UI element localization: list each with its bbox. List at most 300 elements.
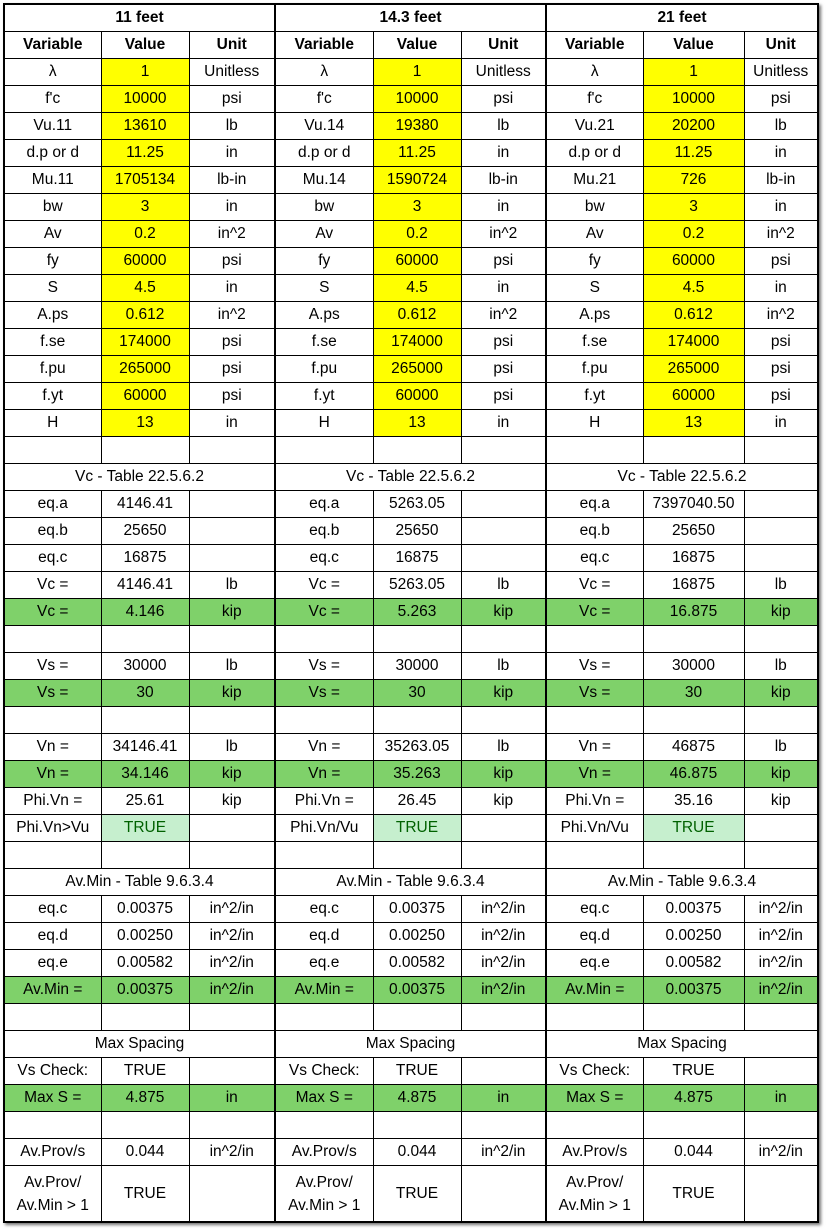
unit-cell[interactable]: lb-in bbox=[461, 167, 546, 194]
unit-cell[interactable] bbox=[461, 491, 546, 518]
unit-cell[interactable]: psi bbox=[744, 248, 818, 275]
value-cell[interactable]: 11.25 bbox=[373, 140, 461, 167]
value-cell[interactable]: 0.00375 bbox=[643, 977, 744, 1004]
unit-cell[interactable] bbox=[189, 491, 275, 518]
variable-cell[interactable]: Max S = bbox=[275, 1085, 373, 1112]
unit-cell[interactable]: lb-in bbox=[189, 167, 275, 194]
value-cell[interactable]: 0.00582 bbox=[373, 950, 461, 977]
blank-cell[interactable] bbox=[373, 626, 461, 653]
blank-cell[interactable] bbox=[643, 707, 744, 734]
variable-cell[interactable]: Vu.14 bbox=[275, 113, 373, 140]
unit-cell[interactable] bbox=[461, 518, 546, 545]
blank-cell[interactable] bbox=[744, 1004, 818, 1031]
variable-cell[interactable]: Vs = bbox=[4, 680, 101, 707]
value-cell[interactable]: 0.00375 bbox=[373, 977, 461, 1004]
variable-cell[interactable]: Phi.Vn = bbox=[546, 788, 643, 815]
variable-cell[interactable]: Vc = bbox=[4, 572, 101, 599]
column-header[interactable]: Variable bbox=[4, 32, 101, 59]
unit-cell[interactable]: kip bbox=[744, 599, 818, 626]
blank-cell[interactable] bbox=[546, 707, 643, 734]
value-cell[interactable]: 4.5 bbox=[643, 275, 744, 302]
variable-cell[interactable]: Av.Prov/ Av.Min > 1 bbox=[546, 1166, 643, 1223]
variable-cell[interactable]: Vs = bbox=[275, 680, 373, 707]
blank-cell[interactable] bbox=[101, 1112, 189, 1139]
blank-cell[interactable] bbox=[744, 842, 818, 869]
value-cell[interactable]: 0.00375 bbox=[101, 977, 189, 1004]
unit-cell[interactable]: kip bbox=[189, 680, 275, 707]
value-cell[interactable]: 11.25 bbox=[101, 140, 189, 167]
unit-cell[interactable]: in^2/in bbox=[189, 950, 275, 977]
unit-cell[interactable]: kip bbox=[744, 788, 818, 815]
variable-cell[interactable]: bw bbox=[546, 194, 643, 221]
variable-cell[interactable]: A.ps bbox=[275, 302, 373, 329]
value-cell[interactable]: 174000 bbox=[643, 329, 744, 356]
unit-cell[interactable] bbox=[744, 518, 818, 545]
unit-cell[interactable]: in bbox=[189, 1085, 275, 1112]
value-cell[interactable]: 25.61 bbox=[101, 788, 189, 815]
variable-cell[interactable]: eq.d bbox=[4, 923, 101, 950]
blank-cell[interactable] bbox=[275, 1112, 373, 1139]
variable-cell[interactable]: Av.Prov/ Av.Min > 1 bbox=[4, 1166, 101, 1223]
variable-cell[interactable]: f.se bbox=[275, 329, 373, 356]
section-title[interactable]: Vc - Table 22.5.6.2 bbox=[4, 464, 275, 491]
blank-cell[interactable] bbox=[101, 1004, 189, 1031]
value-cell[interactable]: 1705134 bbox=[101, 167, 189, 194]
variable-cell[interactable]: Av.Prov/s bbox=[275, 1139, 373, 1166]
variable-cell[interactable]: fy bbox=[546, 248, 643, 275]
value-cell[interactable]: 265000 bbox=[373, 356, 461, 383]
unit-cell[interactable]: lb bbox=[189, 572, 275, 599]
value-cell[interactable]: 34146.41 bbox=[101, 734, 189, 761]
value-cell[interactable]: 26.45 bbox=[373, 788, 461, 815]
blank-cell[interactable] bbox=[461, 1112, 546, 1139]
blank-cell[interactable] bbox=[4, 437, 101, 464]
value-cell[interactable]: 0.044 bbox=[101, 1139, 189, 1166]
value-cell[interactable]: 174000 bbox=[101, 329, 189, 356]
variable-cell[interactable]: Vs = bbox=[4, 653, 101, 680]
unit-cell[interactable]: psi bbox=[744, 383, 818, 410]
variable-cell[interactable]: eq.c bbox=[546, 545, 643, 572]
unit-cell[interactable]: kip bbox=[461, 599, 546, 626]
value-cell[interactable]: 0.00582 bbox=[643, 950, 744, 977]
value-cell[interactable]: 10000 bbox=[643, 86, 744, 113]
blank-cell[interactable] bbox=[275, 437, 373, 464]
variable-cell[interactable]: fy bbox=[4, 248, 101, 275]
variable-cell[interactable]: eq.b bbox=[275, 518, 373, 545]
value-cell[interactable]: TRUE bbox=[373, 1058, 461, 1085]
value-cell[interactable]: 5263.05 bbox=[373, 491, 461, 518]
variable-cell[interactable]: Vn = bbox=[275, 761, 373, 788]
blank-cell[interactable] bbox=[101, 707, 189, 734]
variable-cell[interactable]: Vn = bbox=[4, 761, 101, 788]
value-cell[interactable]: 174000 bbox=[373, 329, 461, 356]
unit-cell[interactable]: in bbox=[744, 140, 818, 167]
blank-cell[interactable] bbox=[546, 1112, 643, 1139]
value-cell[interactable]: 726 bbox=[643, 167, 744, 194]
unit-cell[interactable]: in bbox=[744, 275, 818, 302]
unit-cell[interactable] bbox=[744, 545, 818, 572]
unit-cell[interactable]: Unitless bbox=[189, 59, 275, 86]
variable-cell[interactable]: f.yt bbox=[4, 383, 101, 410]
column-header[interactable]: Value bbox=[643, 32, 744, 59]
value-cell[interactable]: 13 bbox=[101, 410, 189, 437]
value-cell[interactable]: 0.00250 bbox=[373, 923, 461, 950]
unit-cell[interactable]: lb bbox=[744, 653, 818, 680]
value-cell[interactable]: 16875 bbox=[373, 545, 461, 572]
variable-cell[interactable]: eq.c bbox=[4, 896, 101, 923]
unit-cell[interactable]: lb bbox=[461, 113, 546, 140]
variable-cell[interactable]: eq.d bbox=[275, 923, 373, 950]
variable-cell[interactable]: eq.c bbox=[275, 545, 373, 572]
variable-cell[interactable]: f.yt bbox=[546, 383, 643, 410]
blank-cell[interactable] bbox=[373, 707, 461, 734]
variable-cell[interactable]: eq.e bbox=[275, 950, 373, 977]
variable-cell[interactable]: d.p or d bbox=[546, 140, 643, 167]
unit-cell[interactable] bbox=[744, 815, 818, 842]
value-cell[interactable]: 0.00250 bbox=[643, 923, 744, 950]
variable-cell[interactable]: f.pu bbox=[275, 356, 373, 383]
unit-cell[interactable]: psi bbox=[744, 329, 818, 356]
blank-cell[interactable] bbox=[744, 437, 818, 464]
value-cell[interactable]: 30000 bbox=[643, 653, 744, 680]
unit-cell[interactable]: in bbox=[461, 410, 546, 437]
unit-cell[interactable]: in bbox=[744, 1085, 818, 1112]
blank-cell[interactable] bbox=[101, 437, 189, 464]
variable-cell[interactable]: Av.Min = bbox=[4, 977, 101, 1004]
value-cell[interactable]: 60000 bbox=[101, 383, 189, 410]
section-title[interactable]: Vc - Table 22.5.6.2 bbox=[546, 464, 818, 491]
unit-cell[interactable]: lb bbox=[461, 734, 546, 761]
variable-cell[interactable]: eq.c bbox=[4, 545, 101, 572]
variable-cell[interactable]: Vu.11 bbox=[4, 113, 101, 140]
variable-cell[interactable]: Vn = bbox=[546, 734, 643, 761]
value-cell[interactable]: 30 bbox=[373, 680, 461, 707]
variable-cell[interactable]: Vs = bbox=[546, 653, 643, 680]
value-cell[interactable]: 13610 bbox=[101, 113, 189, 140]
value-cell[interactable]: 4146.41 bbox=[101, 491, 189, 518]
variable-cell[interactable]: Av bbox=[4, 221, 101, 248]
blank-cell[interactable] bbox=[643, 1004, 744, 1031]
blank-cell[interactable] bbox=[373, 1112, 461, 1139]
variable-cell[interactable]: Vc = bbox=[4, 599, 101, 626]
unit-cell[interactable]: in bbox=[461, 194, 546, 221]
variable-cell[interactable]: eq.b bbox=[4, 518, 101, 545]
variable-cell[interactable]: Av.Prov/s bbox=[4, 1139, 101, 1166]
unit-cell[interactable]: in^2/in bbox=[189, 1139, 275, 1166]
blank-cell[interactable] bbox=[275, 1004, 373, 1031]
unit-cell[interactable]: in^2/in bbox=[744, 950, 818, 977]
blank-cell[interactable] bbox=[189, 626, 275, 653]
value-cell[interactable]: 0.044 bbox=[373, 1139, 461, 1166]
variable-cell[interactable]: Vs Check: bbox=[4, 1058, 101, 1085]
value-cell[interactable]: 3 bbox=[643, 194, 744, 221]
blank-cell[interactable] bbox=[461, 626, 546, 653]
variable-cell[interactable]: f.se bbox=[546, 329, 643, 356]
variable-cell[interactable]: Max S = bbox=[4, 1085, 101, 1112]
unit-cell[interactable]: in^2 bbox=[744, 302, 818, 329]
variable-cell[interactable]: f.pu bbox=[546, 356, 643, 383]
variable-cell[interactable]: Phi.Vn>Vu bbox=[4, 815, 101, 842]
value-cell[interactable]: 4.875 bbox=[373, 1085, 461, 1112]
unit-cell[interactable]: psi bbox=[461, 383, 546, 410]
blank-cell[interactable] bbox=[744, 1112, 818, 1139]
blank-cell[interactable] bbox=[546, 437, 643, 464]
variable-cell[interactable]: Vn = bbox=[275, 734, 373, 761]
blank-cell[interactable] bbox=[189, 1112, 275, 1139]
column-header[interactable]: Variable bbox=[546, 32, 643, 59]
unit-cell[interactable]: in bbox=[189, 194, 275, 221]
unit-cell[interactable]: psi bbox=[461, 329, 546, 356]
value-cell[interactable]: 265000 bbox=[101, 356, 189, 383]
unit-cell[interactable]: kip bbox=[189, 788, 275, 815]
blank-cell[interactable] bbox=[744, 626, 818, 653]
unit-cell[interactable]: kip bbox=[461, 680, 546, 707]
value-cell[interactable]: 35.16 bbox=[643, 788, 744, 815]
blank-cell[interactable] bbox=[101, 842, 189, 869]
value-cell[interactable]: 60000 bbox=[101, 248, 189, 275]
unit-cell[interactable]: in bbox=[189, 410, 275, 437]
blank-cell[interactable] bbox=[189, 842, 275, 869]
value-cell[interactable]: 0.2 bbox=[101, 221, 189, 248]
unit-cell[interactable]: in^2 bbox=[189, 221, 275, 248]
section-title[interactable]: 11 feet bbox=[4, 4, 275, 32]
variable-cell[interactable]: Av.Prov/ Av.Min > 1 bbox=[275, 1166, 373, 1223]
unit-cell[interactable]: psi bbox=[461, 248, 546, 275]
unit-cell[interactable]: lb bbox=[461, 653, 546, 680]
variable-cell[interactable]: Max S = bbox=[546, 1085, 643, 1112]
blank-cell[interactable] bbox=[373, 437, 461, 464]
variable-cell[interactable]: Phi.Vn = bbox=[4, 788, 101, 815]
unit-cell[interactable]: psi bbox=[744, 356, 818, 383]
variable-cell[interactable]: eq.b bbox=[546, 518, 643, 545]
value-cell[interactable]: 20200 bbox=[643, 113, 744, 140]
unit-cell[interactable]: Unitless bbox=[461, 59, 546, 86]
value-cell[interactable]: 0.2 bbox=[643, 221, 744, 248]
column-header[interactable]: Value bbox=[101, 32, 189, 59]
variable-cell[interactable]: Av.Prov/s bbox=[546, 1139, 643, 1166]
unit-cell[interactable]: in bbox=[461, 275, 546, 302]
variable-cell[interactable]: eq.c bbox=[546, 896, 643, 923]
value-cell[interactable]: 1 bbox=[101, 59, 189, 86]
value-cell[interactable]: 16875 bbox=[643, 572, 744, 599]
unit-cell[interactable] bbox=[189, 815, 275, 842]
value-cell[interactable]: 35.263 bbox=[373, 761, 461, 788]
unit-cell[interactable]: lb bbox=[189, 653, 275, 680]
unit-cell[interactable]: psi bbox=[461, 356, 546, 383]
variable-cell[interactable]: d.p or d bbox=[275, 140, 373, 167]
blank-cell[interactable] bbox=[643, 1112, 744, 1139]
unit-cell[interactable]: psi bbox=[189, 383, 275, 410]
unit-cell[interactable]: lb bbox=[461, 572, 546, 599]
value-cell[interactable]: 7397040.50 bbox=[643, 491, 744, 518]
value-cell[interactable]: TRUE bbox=[101, 1166, 189, 1223]
blank-cell[interactable] bbox=[643, 626, 744, 653]
unit-cell[interactable]: lb bbox=[189, 113, 275, 140]
variable-cell[interactable]: Phi.Vn = bbox=[275, 788, 373, 815]
value-cell[interactable]: 4.875 bbox=[101, 1085, 189, 1112]
section-title[interactable]: 14.3 feet bbox=[275, 4, 546, 32]
blank-cell[interactable] bbox=[4, 626, 101, 653]
unit-cell[interactable]: in^2/in bbox=[744, 923, 818, 950]
value-cell[interactable]: 60000 bbox=[373, 248, 461, 275]
blank-cell[interactable] bbox=[4, 1112, 101, 1139]
unit-cell[interactable]: in^2/in bbox=[189, 896, 275, 923]
unit-cell[interactable]: psi bbox=[189, 248, 275, 275]
variable-cell[interactable]: H bbox=[546, 410, 643, 437]
value-cell[interactable]: 4.5 bbox=[373, 275, 461, 302]
value-cell[interactable]: 5263.05 bbox=[373, 572, 461, 599]
variable-cell[interactable]: f.se bbox=[4, 329, 101, 356]
blank-cell[interactable] bbox=[546, 1004, 643, 1031]
value-cell[interactable]: 1 bbox=[373, 59, 461, 86]
value-cell[interactable]: TRUE bbox=[643, 815, 744, 842]
section-title[interactable]: Av.Min - Table 9.6.3.4 bbox=[275, 869, 546, 896]
value-cell[interactable]: 25650 bbox=[373, 518, 461, 545]
value-cell[interactable]: 11.25 bbox=[643, 140, 744, 167]
unit-cell[interactable] bbox=[744, 1166, 818, 1223]
value-cell[interactable]: 0.00375 bbox=[643, 896, 744, 923]
variable-cell[interactable]: Vc = bbox=[546, 599, 643, 626]
blank-cell[interactable] bbox=[275, 842, 373, 869]
unit-cell[interactable] bbox=[189, 1058, 275, 1085]
unit-cell[interactable]: in^2/in bbox=[744, 896, 818, 923]
section-title[interactable]: 21 feet bbox=[546, 4, 818, 32]
blank-cell[interactable] bbox=[461, 1004, 546, 1031]
value-cell[interactable]: 4146.41 bbox=[101, 572, 189, 599]
value-cell[interactable]: 30000 bbox=[101, 653, 189, 680]
unit-cell[interactable]: psi bbox=[461, 86, 546, 113]
unit-cell[interactable]: kip bbox=[189, 761, 275, 788]
value-cell[interactable]: 16875 bbox=[101, 545, 189, 572]
column-header[interactable]: Unit bbox=[461, 32, 546, 59]
variable-cell[interactable]: eq.d bbox=[546, 923, 643, 950]
variable-cell[interactable]: d.p or d bbox=[4, 140, 101, 167]
unit-cell[interactable]: lb-in bbox=[744, 167, 818, 194]
value-cell[interactable]: 30 bbox=[643, 680, 744, 707]
variable-cell[interactable]: Av.Min = bbox=[275, 977, 373, 1004]
variable-cell[interactable]: bw bbox=[275, 194, 373, 221]
unit-cell[interactable] bbox=[461, 1058, 546, 1085]
value-cell[interactable]: 0.2 bbox=[373, 221, 461, 248]
unit-cell[interactable]: in^2 bbox=[744, 221, 818, 248]
variable-cell[interactable]: S bbox=[546, 275, 643, 302]
column-header[interactable]: Variable bbox=[275, 32, 373, 59]
blank-cell[interactable] bbox=[461, 437, 546, 464]
value-cell[interactable]: 4.146 bbox=[101, 599, 189, 626]
value-cell[interactable]: TRUE bbox=[101, 815, 189, 842]
value-cell[interactable]: 30000 bbox=[373, 653, 461, 680]
variable-cell[interactable]: H bbox=[275, 410, 373, 437]
value-cell[interactable]: 4.875 bbox=[643, 1085, 744, 1112]
blank-cell[interactable] bbox=[461, 707, 546, 734]
variable-cell[interactable]: eq.c bbox=[275, 896, 373, 923]
unit-cell[interactable]: lb bbox=[744, 572, 818, 599]
value-cell[interactable]: 3 bbox=[373, 194, 461, 221]
value-cell[interactable]: 13 bbox=[373, 410, 461, 437]
unit-cell[interactable] bbox=[461, 815, 546, 842]
variable-cell[interactable]: f.yt bbox=[275, 383, 373, 410]
value-cell[interactable]: 60000 bbox=[373, 383, 461, 410]
blank-cell[interactable] bbox=[373, 842, 461, 869]
unit-cell[interactable]: psi bbox=[189, 329, 275, 356]
unit-cell[interactable]: in^2/in bbox=[189, 923, 275, 950]
unit-cell[interactable]: in^2/in bbox=[461, 1139, 546, 1166]
section-title[interactable]: Av.Min - Table 9.6.3.4 bbox=[4, 869, 275, 896]
blank-cell[interactable] bbox=[546, 842, 643, 869]
value-cell[interactable]: TRUE bbox=[101, 1058, 189, 1085]
unit-cell[interactable]: in bbox=[461, 1085, 546, 1112]
variable-cell[interactable]: Av bbox=[275, 221, 373, 248]
variable-cell[interactable]: Mu.14 bbox=[275, 167, 373, 194]
value-cell[interactable]: 35263.05 bbox=[373, 734, 461, 761]
variable-cell[interactable]: λ bbox=[4, 59, 101, 86]
unit-cell[interactable]: lb bbox=[744, 113, 818, 140]
unit-cell[interactable]: kip bbox=[189, 599, 275, 626]
value-cell[interactable]: 0.612 bbox=[373, 302, 461, 329]
variable-cell[interactable]: λ bbox=[275, 59, 373, 86]
unit-cell[interactable] bbox=[744, 1058, 818, 1085]
variable-cell[interactable]: bw bbox=[4, 194, 101, 221]
value-cell[interactable]: 0.612 bbox=[643, 302, 744, 329]
value-cell[interactable]: 25650 bbox=[101, 518, 189, 545]
value-cell[interactable]: TRUE bbox=[643, 1058, 744, 1085]
value-cell[interactable]: 265000 bbox=[643, 356, 744, 383]
unit-cell[interactable]: in bbox=[189, 275, 275, 302]
blank-cell[interactable] bbox=[189, 1004, 275, 1031]
value-cell[interactable]: 16875 bbox=[643, 545, 744, 572]
value-cell[interactable]: TRUE bbox=[373, 1166, 461, 1223]
variable-cell[interactable]: eq.a bbox=[4, 491, 101, 518]
variable-cell[interactable]: f'c bbox=[4, 86, 101, 113]
variable-cell[interactable]: H bbox=[4, 410, 101, 437]
variable-cell[interactable]: Vs Check: bbox=[275, 1058, 373, 1085]
value-cell[interactable]: 1 bbox=[643, 59, 744, 86]
unit-cell[interactable]: in^2/in bbox=[744, 977, 818, 1004]
column-header[interactable]: Unit bbox=[189, 32, 275, 59]
variable-cell[interactable]: A.ps bbox=[546, 302, 643, 329]
unit-cell[interactable] bbox=[744, 491, 818, 518]
variable-cell[interactable]: fy bbox=[275, 248, 373, 275]
unit-cell[interactable]: kip bbox=[744, 680, 818, 707]
blank-cell[interactable] bbox=[4, 842, 101, 869]
variable-cell[interactable]: Mu.11 bbox=[4, 167, 101, 194]
value-cell[interactable]: 0.00375 bbox=[101, 896, 189, 923]
unit-cell[interactable]: in^2 bbox=[461, 302, 546, 329]
unit-cell[interactable] bbox=[189, 1166, 275, 1223]
blank-cell[interactable] bbox=[643, 437, 744, 464]
section-title[interactable]: Vc - Table 22.5.6.2 bbox=[275, 464, 546, 491]
value-cell[interactable]: 60000 bbox=[643, 248, 744, 275]
variable-cell[interactable]: Phi.Vn/Vu bbox=[275, 815, 373, 842]
blank-cell[interactable] bbox=[373, 1004, 461, 1031]
variable-cell[interactable]: eq.e bbox=[4, 950, 101, 977]
value-cell[interactable]: 0.00582 bbox=[101, 950, 189, 977]
unit-cell[interactable]: lb bbox=[189, 734, 275, 761]
blank-cell[interactable] bbox=[4, 707, 101, 734]
value-cell[interactable]: 46.875 bbox=[643, 761, 744, 788]
value-cell[interactable]: 4.5 bbox=[101, 275, 189, 302]
value-cell[interactable]: 0.612 bbox=[101, 302, 189, 329]
variable-cell[interactable]: Vs = bbox=[546, 680, 643, 707]
variable-cell[interactable]: S bbox=[275, 275, 373, 302]
unit-cell[interactable] bbox=[461, 545, 546, 572]
unit-cell[interactable]: psi bbox=[189, 356, 275, 383]
unit-cell[interactable]: lb bbox=[744, 734, 818, 761]
variable-cell[interactable]: f'c bbox=[546, 86, 643, 113]
unit-cell[interactable]: in^2/in bbox=[744, 1139, 818, 1166]
value-cell[interactable]: 60000 bbox=[643, 383, 744, 410]
value-cell[interactable]: 1590724 bbox=[373, 167, 461, 194]
